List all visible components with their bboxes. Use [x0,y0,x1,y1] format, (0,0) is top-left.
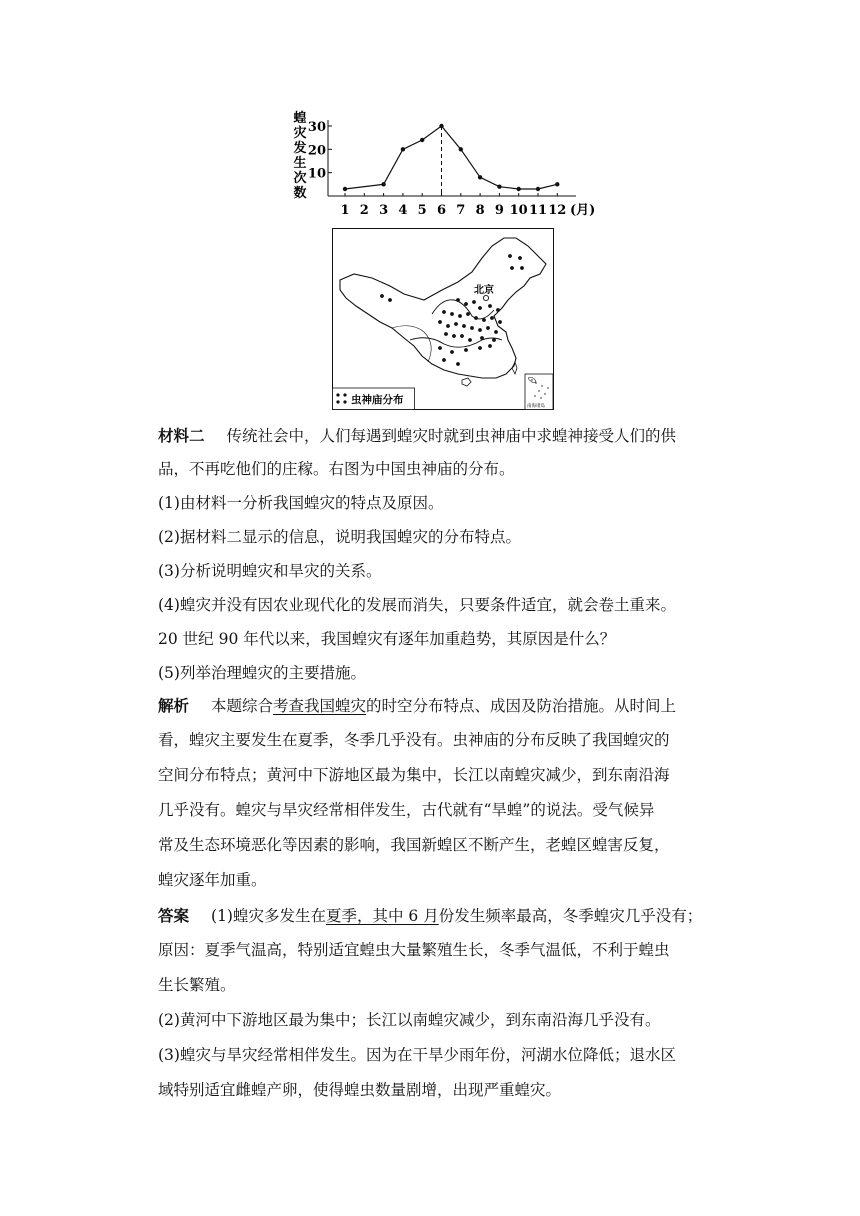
analysis-underline: 考查我国蝗灾 [273,697,367,715]
temple-dot [488,304,492,308]
temple-dot [478,328,482,332]
data-point [401,147,405,151]
answer-line3: 生长繁殖。 [158,976,236,994]
temple-dot [510,266,514,270]
temple-dot [478,306,482,310]
temple-dot [468,338,472,342]
analysis-line3: 空间分布特点；黄河中下游地区最为集中，长江以南蝗灾减少，到东南沿海 [158,766,670,784]
temple-dot [444,332,448,336]
answer-underline: 夏季，其中 6 月 [325,907,439,925]
temple-dot [442,358,446,362]
material2-text1: 传统社会中，人们每遇到蝗灾时就到虫神庙中求蝗神接受人们的供 [226,427,677,445]
temple-dot [472,300,476,304]
x-tick-label: 3 [379,203,389,218]
temple-dot [492,338,496,342]
temple-dot [466,312,470,316]
map-frame [333,229,554,410]
temple-dot [494,330,498,334]
temple-dot [520,266,524,270]
analysis-label: 解析 [158,696,190,715]
y-tick-label: 30 [307,120,326,135]
analysis-text1b: 的时空分布特点、成因及防治措施。从时间上 [366,697,677,715]
analysis-line4: 几乎没有。蝗灾与旱灾经常相伴发生，古代就有“旱蝗”的说法。受气候异 [158,801,655,819]
data-point [555,182,559,186]
data-point [536,187,540,191]
y-tick-label: 10 [307,166,326,182]
temple-dot [458,314,462,318]
data-point [497,184,501,188]
temple-dot [456,298,460,302]
question-4-line1: (4)蝗灾并没有因农业现代化的发展而消失，只要条件适宜，就会卷土重来。 [158,596,676,614]
temple-dot [450,312,454,316]
x-tick-label: 8 [475,203,485,218]
analysis-line1 [158,696,676,716]
data-point [381,182,385,186]
temple-dot [488,344,492,348]
x-tick-label: 2 [359,203,369,218]
temple-dot [454,322,458,326]
temple-dot [438,346,442,350]
material2-line2: 品，不再吃他们的庄稼。右图为中国虫神庙的分布。 [158,460,515,478]
temple-dot [478,346,482,350]
temple-dot [388,298,392,302]
x-tick-label: 6 [436,203,447,218]
x-tick-label: 9 [494,203,504,218]
legend-label: 虫神庙分布 [351,394,404,406]
x-tick-label: 4 [398,203,408,218]
temple-dot [446,324,450,328]
temple-dot [460,334,464,338]
data-point [478,175,482,179]
temple-dot [456,362,460,366]
y-axis-label [292,110,306,201]
temple-dot [438,320,442,324]
data-point [343,187,347,191]
temple-dot [486,326,490,330]
temple-dot [482,318,486,322]
temple-dot [380,294,384,298]
temple-dot [464,348,468,352]
temple-dot [450,350,454,354]
material2-label: 材料二 [158,426,205,445]
analysis-line2: 看，蝗灾主要发生在夏季，冬季几乎没有。虫神庙的分布反映了我国蝗灾的 [158,731,670,749]
answer-3-line2: 域特别适宜雌蝗产卵，使得蝗虫数量剧增，出现严重蝗灾。 [158,1081,562,1099]
question-3: (3)分析说明蝗灾和旱灾的关系。 [158,562,382,580]
series-line [345,126,557,189]
data-point [439,124,443,128]
temple-dot [442,310,446,314]
temple-distribution-map [332,228,554,410]
answer-text1a: (1)蝗灾多发生在 [211,907,326,925]
answer-line1 [158,906,702,926]
answer-line2: 原因：夏季气温高，特别适宜蝗虫大量繁殖生长，冬季气温低，不利于蝗虫 [158,941,670,959]
temple-dot [474,316,478,320]
analysis-line6: 蝗灾逐年加重。 [158,871,267,889]
locust-frequency-chart [288,108,608,220]
question-2: (2)据材料二显示的信息，说明我国蝗灾的分布特点。 [158,528,521,546]
question-5: (5)列举治理蝗灾的主要措施。 [158,664,366,682]
answer-2: (2)黄河中下游地区最为集中；长江以南蝗灾减少，到东南沿海几乎没有。 [158,1011,661,1029]
temple-dot [452,334,456,338]
inset-label: 南海诸岛 [527,404,545,409]
x-tick-label: 12 [548,203,567,218]
data-point [459,147,463,151]
temple-dot [480,336,484,340]
answer-label: 答案 [158,906,190,925]
temple-dot [470,326,474,330]
svg-text:蝗灾发生次数: 蝗灾发生次数 [293,111,307,201]
material2-line1 [158,426,676,446]
temple-dot [498,320,502,324]
beijing-marker [483,295,488,300]
question-4-line2: 20 世纪 90 年代以来，我国蝗灾有逐年加重趋势，其原因是什么？ [158,630,616,648]
temple-dot [464,302,468,306]
y-tick-label: 20 [307,143,326,159]
x-tick-label: 5 [417,203,427,218]
temple-dot [496,308,500,312]
data-point [420,138,424,142]
x-tick-label: 11 [528,203,548,218]
beijing-label: 北京 [474,285,494,296]
x-unit-label: (月) [570,203,596,218]
x-tick-label: 7 [456,203,466,218]
answer-3-line1: (3)蝗灾与旱灾经常相伴发生。因为在干旱少雨年份，河湖水位降低；退水区 [158,1046,676,1064]
x-tick-label: 1 [340,203,350,218]
answer-text1b: 份发生频率最高，冬季蝗灾几乎没有； [438,907,703,925]
temple-dot [462,324,466,328]
temple-dot [490,316,494,320]
x-tick-label: 10 [509,203,528,218]
analysis-text1a: 本题综合 [211,697,274,715]
temple-dot [508,254,512,258]
question-1: (1)由材料一分析我国蝗灾的特点及原因。 [158,494,444,512]
analysis-line5: 常及生态环境恶化等因素的影响，我国新蝗区不断产生，老蝗区蝗害反复， [158,836,670,854]
temple-dot [518,256,522,260]
data-point [517,187,521,191]
